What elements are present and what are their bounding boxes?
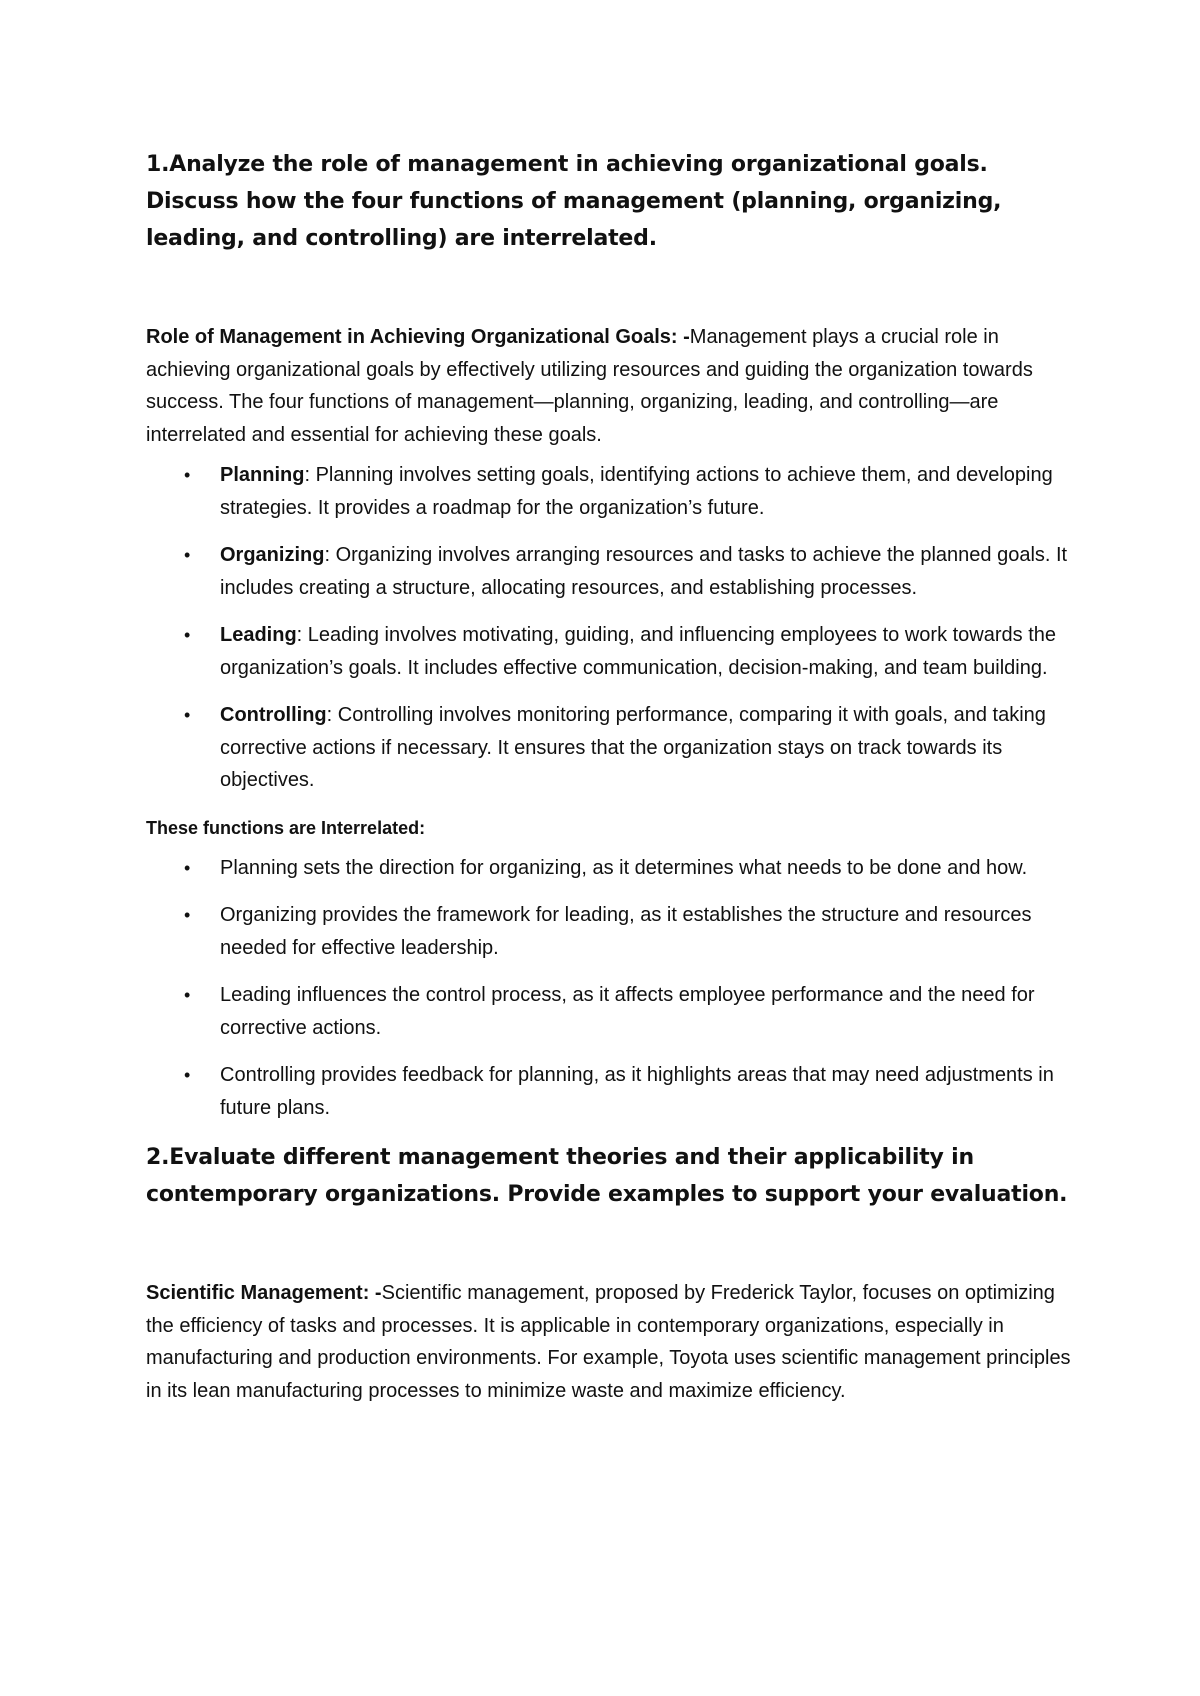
list-item: [146, 852, 1076, 885]
scientific-label: Scientific Management: -: [146, 1282, 382, 1304]
function-text: : Controlling involves monitoring performance, comparing it with goals, and taking corrective actions if necessary. It ensures that the organization stays on track towards its objectives.: [220, 704, 1046, 791]
list-item: [146, 1059, 1076, 1124]
function-text: : Planning involves setting goals, identifying actions to achieve them, and developing strategies. It provides a roadmap for the organization’s future.: [220, 464, 1053, 519]
interrelated-heading: These functions are Interrelated:: [146, 817, 426, 838]
document-page: [146, 146, 1076, 1407]
bullet-icon: •: [184, 545, 191, 565]
function-text: : Leading involves motivating, guiding, and influencing employees to work towards the organization’s goals. It includes effective communication, decision-making, and team building.: [220, 624, 1057, 679]
role-label: Role of Management in Achieving Organizational Goals: -: [146, 326, 690, 348]
list-item: [146, 459, 1076, 524]
scientific-paragraph: [146, 1277, 1076, 1407]
list-item: [146, 619, 1076, 684]
bullet-icon: •: [184, 625, 191, 645]
list-item: [146, 539, 1076, 604]
interrelated-text: Leading influences the control process, as it affects employee performance and the need for corrective actions.: [220, 984, 1035, 1039]
question-1-heading: 1.Analyze the role of management in achieving organizational goals. Discuss how the four functions of management (planning, organizing, leading, and controlling) are interrelated.: [146, 152, 1002, 251]
function-term: Organizing: [220, 544, 325, 566]
function-term: Leading: [220, 624, 297, 646]
bullet-icon: •: [184, 705, 191, 725]
question-2-heading: 2.Evaluate different management theories and their applicability in contemporary organizations. Provide examples to support your evaluation.: [146, 1145, 1068, 1207]
bullet-icon: •: [184, 1065, 191, 1085]
function-term: Planning: [220, 464, 305, 486]
role-paragraph: [146, 321, 1076, 451]
list-item: [146, 699, 1076, 797]
list-item: [146, 979, 1076, 1044]
interrelated-text: Planning sets the direction for organizing, as it determines what needs to be done and how.: [220, 856, 1028, 879]
bullet-icon: •: [184, 465, 191, 485]
bullet-icon: •: [184, 905, 191, 925]
function-text: : Organizing involves arranging resources and tasks to achieve the planned goals. It includes creating a structure, allocating resources, and establishing processes.: [220, 544, 1068, 599]
role-text: Management plays a crucial role in achieving organizational goals by effectively utilizing resources and guiding the organization towards success. The four functions of management—planning, organizing, leading, and controlling—are interrelated and essential for achieving these goals.: [146, 326, 1033, 446]
interrelated-text: Organizing provides the framework for leading, as it establishes the structure and resources needed for effective leadership.: [220, 904, 1032, 959]
functions-list: [146, 459, 1076, 797]
interrelated-list: [146, 852, 1076, 1125]
interrelated-text: Controlling provides feedback for planning, as it highlights areas that may need adjustments in future plans.: [220, 1064, 1054, 1119]
scientific-text: Scientific management, proposed by Frederick Taylor, focuses on optimizing the efficiency of tasks and processes. It is applicable in contemporary organizations, especially in manufacturing and production environments. For example, Toyota uses scientific management principles in its lean manufacturing processes to minimize waste and maximize efficiency.: [146, 1282, 1071, 1402]
bullet-icon: •: [184, 985, 191, 1005]
list-item: [146, 899, 1076, 964]
bullet-icon: •: [184, 857, 191, 878]
function-term: Controlling: [220, 704, 327, 726]
